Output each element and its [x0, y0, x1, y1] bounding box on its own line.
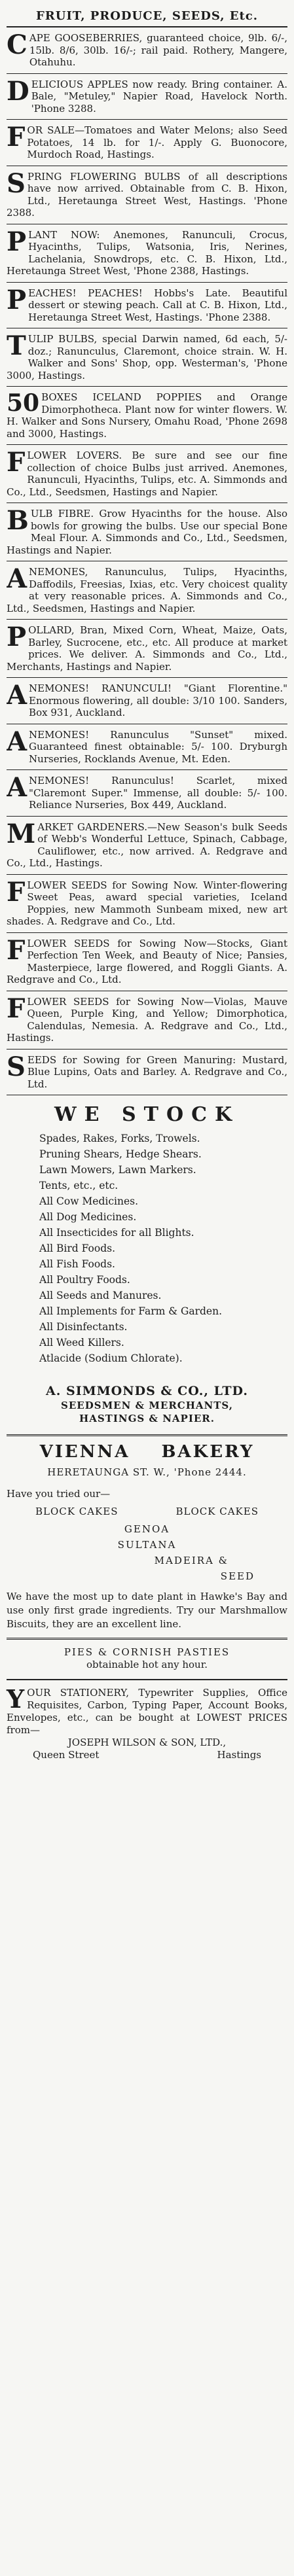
- classified-ad: [7, 503, 287, 561]
- classified-ad-text: NEMONES! Ranunculus "Sunset" mixed. Guaranteed finest obtainable: 5/- 100. Dryburgh Nurseries, Rocklands Avenue, Mt. Eden.: [29, 728, 287, 765]
- stock-item: All Implements for Farm & Garden.: [39, 1305, 223, 1317]
- classified-ad-body: [7, 1051, 287, 1091]
- classified-ad-body: [7, 682, 287, 719]
- classified-ad-body: [7, 168, 287, 219]
- classified-ad: [7, 933, 287, 991]
- classified-ad: [7, 445, 287, 503]
- classified-ad-body: [7, 284, 287, 324]
- classified-ad-drop-cap: 50: [7, 389, 40, 417]
- stock-item: Atlacide (Sodium Chlorate).: [39, 1352, 183, 1364]
- stock-item: All Disinfectants.: [39, 1321, 128, 1333]
- classified-ad-drop-cap: S: [7, 1051, 26, 1082]
- classified-ad-drop-cap: F: [7, 993, 26, 1024]
- stock-item: All Fish Foods.: [39, 1258, 115, 1270]
- stock-title: WE STOCK: [54, 1103, 240, 1126]
- classified-ad-text: ELICIOUS APPLES now ready. Bring container. A. Bale, "Metuley," Napier Road, Havelock North. 'Phone 3288.: [31, 78, 287, 115]
- bakery-sultana: SULTANA: [117, 1539, 177, 1551]
- classified-ad-body: [7, 447, 287, 498]
- stock-item: All Seeds and Manures.: [39, 1290, 162, 1301]
- stock-item: All Insecticides for all Blights.: [39, 1227, 194, 1239]
- classified-ad-text: ULB FIBRE. Grow Hyacinths for the house. Also bowls for growing the bulbs. Use our special Bone Meal Flour. A. Simmonds and Co., Ltd., Seedsmen, Hastings and Napier.: [7, 508, 287, 556]
- stock-item: All Weed Killers.: [39, 1337, 124, 1349]
- stock-firm-location: HASTINGS & NAPIER.: [79, 1413, 215, 1424]
- bakery-banner: [7, 1442, 287, 1462]
- classified-ads: [7, 27, 287, 1095]
- stock-item: All Bird Foods.: [39, 1243, 116, 1254]
- classified-ad-drop-cap: T: [7, 330, 26, 361]
- stock-plain-list: [7, 1131, 287, 1193]
- classified-ad: [7, 561, 287, 620]
- classified-ad-drop-cap: P: [7, 622, 27, 652]
- classified-ad-body: [7, 818, 287, 870]
- bakery-tried: Have you tried our—: [7, 1488, 111, 1500]
- pies-subline: obtainable hot any hour.: [86, 1659, 208, 1670]
- stock-firm-name: A. SIMMONDS & CO., LTD.: [46, 1384, 248, 1398]
- classified-ad-text: EACHES! PEACHES! Hobbs's Late. Beautiful dessert or stewing peach. Call at C. B. Hixon, Ltd., Heretaunga Street West, Hastings. 'Phone 2388.: [28, 287, 287, 323]
- classified-ad: [7, 283, 287, 329]
- section-header: FRUIT, PRODUCE, SEEDS, Etc.: [7, 0, 287, 27]
- classified-ad: [7, 328, 287, 387]
- stationery-body: [7, 1684, 287, 1737]
- stock-advertisement: [7, 1095, 287, 1436]
- classified-ad: [7, 724, 287, 771]
- stationery-street: Queen Street: [33, 1749, 100, 1761]
- classified-ad-text: EEDS for Sowing for Green Manuring: Mustard, Blue Lupins, Oats and Barley. A. Redgrave and Co., Ltd.: [27, 1053, 287, 1090]
- classified-ad-text: ARKET GARDENERS.—New Season's bulk Seeds of Webb's Wonderful Lettuce, Spinach, Cabbage, Cauliflower, etc., now arrived. A. Redgrave and Co., Ltd., Hastings.: [7, 820, 287, 869]
- classified-ad-body: [7, 993, 287, 1044]
- classified-ad-body: [7, 29, 287, 69]
- classified-ad-text: PRING FLOWERING BULBS of all descriptions have now arrived. Obtainable from C. B. Hixon, Ltd., Heretaunga Street West, Hastings. 'Phone 2388.: [7, 170, 287, 219]
- pies-advertisement: [7, 1640, 287, 1680]
- stock-item: Lawn Mowers, Lawn Markers.: [39, 1164, 196, 1176]
- classified-ad-text: LOWER SEEDS for Sowing Now—Stocks, Giant Perfection Ten Week, and Beauty of Nice; Pansies, Masterpiece, large flowered, and Roggli Giants. A. Redgrave and Co., Ltd.: [7, 937, 287, 985]
- classified-ad: [7, 387, 287, 445]
- stationery-drop-cap: Y: [7, 1684, 25, 1714]
- classified-ad: [7, 224, 287, 283]
- classified-ad: [7, 817, 287, 875]
- classified-ad-drop-cap: P: [7, 226, 27, 257]
- classified-ad-drop-cap: B: [7, 505, 29, 536]
- bakery-banner-left: VIENNA: [39, 1442, 130, 1462]
- classified-ad-text: APE GOOSEBERRIES, guaranteed choice, 9lb. 6/-, 15lb. 8/6, 30lb. 16/-; rail paid. Rothery, Mangere, Otahuhu.: [29, 32, 287, 68]
- bakery-block-cakes: [7, 1505, 287, 1519]
- classified-column: [7, 0, 287, 1767]
- classified-ad-drop-cap: P: [7, 284, 27, 315]
- classified-ad: [7, 27, 287, 74]
- classified-ad-drop-cap: D: [7, 75, 29, 107]
- classified-ad-body: [7, 226, 287, 277]
- classified-ad-body: [7, 624, 287, 673]
- bakery-banner-right: BAKERY: [161, 1442, 255, 1462]
- bakery-block-cakes-a: BLOCK CAKES: [35, 1506, 119, 1517]
- classified-ad-text: OR SALE—Tomatoes and Water Melons; also Seed Potatoes, 14 lb. for 1/-. Apply G. Buonocore, Murdoch Road, Hastings.: [27, 124, 287, 160]
- classified-ad-text: NEMONES, Ranunculus, Tulips, Hyacinths, Daffodils, Freesias, Ixias, etc. Very choicest quality at very reasonable prices. A. Simmonds and Co., Ltd., Seedsmen, Hastings and Napier.: [7, 566, 287, 614]
- classified-ad-drop-cap: F: [7, 876, 26, 908]
- classified-ad: [7, 770, 287, 817]
- classified-ad-drop-cap: F: [7, 447, 26, 478]
- classified-ad-body: [7, 330, 287, 381]
- classified-ad: [7, 1050, 287, 1096]
- classified-ad-drop-cap: S: [7, 168, 26, 199]
- pies-headline: PIES & CORNISH PASTIES: [64, 1646, 230, 1658]
- classified-ad-text: OLLARD, Bran, Mixed Corn, Wheat, Maize, Oats, Barley, Sucrocene, etc., etc. All produce at market prices. We deliver. A. Simmonds and Co., Ltd., Merchants, Hastings and Napier.: [7, 624, 287, 673]
- stationery-text: OUR STATIONERY, Typewriter Supplies, Office Requisites, Carbon, Typing Paper, Account Books, Envelopes, etc., can be bought at LOWEST PRICES from—: [7, 1687, 287, 1736]
- classified-ad-drop-cap: A: [7, 563, 28, 594]
- classified-ad-body: [7, 934, 287, 986]
- stationery-firm-location: [7, 1749, 287, 1761]
- stock-item: All Cow Medicines.: [39, 1195, 139, 1207]
- classified-ad-body: [7, 75, 287, 115]
- bakery-genoa: GENOA: [124, 1523, 170, 1535]
- stock-item: Pruning Shears, Hedge Shears.: [39, 1148, 202, 1160]
- stock-item: Spades, Rakes, Forks, Trowels.: [39, 1133, 200, 1144]
- classified-ad: [7, 120, 287, 166]
- classified-ad-text: NEMONES! RANUNCULI! "Giant Florentine." Enormous flowering, all double: 3/10 100. Sanders, Box 931, Auckland.: [29, 682, 287, 718]
- classified-ad-body: [7, 505, 287, 556]
- classified-ad-body: [7, 563, 287, 614]
- classified-ad-drop-cap: M: [7, 818, 36, 849]
- classified-ad-body: [7, 772, 287, 811]
- stock-item: All Poultry Foods.: [39, 1274, 130, 1286]
- bakery-address: HERETAUNGA ST. W., 'Phone 2444.: [47, 1466, 247, 1478]
- bakery-paragraph: We have the most up to date plant in Hawke's Bay and use only first grade ingredients. Try our Marshmallow Biscuits, they are an excellent line.: [7, 1591, 287, 1630]
- classified-ad-body: [7, 726, 287, 766]
- classified-ad: [7, 74, 287, 120]
- classified-ad-text: LOWER SEEDS for Sowing Now. Winter-flowering Sweet Peas, award special varieties, Iceland Poppies, new Mammoth Sunbeam mixed, new art shades. A. Redgrave and Co., Ltd.: [7, 879, 287, 927]
- bakery-madeira: MADEIRA &: [154, 1555, 229, 1566]
- classified-ad-drop-cap: F: [7, 934, 26, 966]
- stock-item: Tents, etc., etc.: [39, 1180, 119, 1191]
- classified-ad-drop-cap: A: [7, 680, 28, 711]
- classified-ad-text: LOWER SEEDS for Sowing Now—Violas, Mauve Queen, Purple King, and Yellow; Dimorphotica, Calendulas, Nemesia. A. Redgrave and Co., Ltd., Hastings.: [7, 995, 287, 1044]
- classified-ad-drop-cap: A: [7, 726, 28, 757]
- stationery-advertisement: [7, 1680, 287, 1767]
- classified-ad-text: ULIP BULBS, special Darwin named, 6d each, 5/- doz.; Ranunculus, Claremont, choice strain. W. H. Walker and Sons' Shop, opp. Westerman's, 'Phone 3000, Hastings.: [7, 333, 287, 381]
- classified-ad: [7, 678, 287, 724]
- bakery-advertisement: [7, 1436, 287, 1640]
- classified-ad: [7, 620, 287, 678]
- classified-ad-text: NEMONES! Ranunculus! Scarlet, mixed "Claremont Super." Immense, all double: 5/- 100. Reliance Nurseries, Box 449, Auckland.: [29, 775, 287, 811]
- classified-ad-body: [7, 391, 287, 440]
- classified-ad-text: LOWER LOVERS. Be sure and see our fine collection of choice Bulbs just arrived. Anemones, Ranunculi, Hyacinths, Tulips, etc. A. Simmonds and Co., Ltd., Seedsmen, Hastings and Napier.: [7, 450, 287, 498]
- stock-item: All Dog Medicines.: [39, 1211, 137, 1223]
- stock-firm-trade: SEEDSMEN & MERCHANTS,: [61, 1400, 233, 1411]
- classified-ad: [7, 166, 287, 224]
- classified-ad-text: LANT NOW: Anemones, Ranunculi, Crocus, Hyacinths, Tulips, Watsonia, Iris, Nerines, Lachelania, Snowdrops, etc. C. B. Hixon, Ltd., Heretaunga Street West, 'Phone 2388, Hastings.: [7, 228, 287, 277]
- classified-ad-drop-cap: A: [7, 772, 28, 803]
- classified-ad-text: BOXES ICELAND POPPIES and Orange Dimorphotheca. Plant now for winter flowers. W. H. Walker and Sons Nursery, Omahu Road, 'Phone 2698 and 3000, Hastings.: [7, 391, 287, 440]
- stationery-town: Hastings: [217, 1749, 261, 1761]
- classified-ad-drop-cap: C: [7, 29, 28, 60]
- stationery-firm: JOSEPH WILSON & SON, LTD.,: [67, 1737, 227, 1748]
- classified-ad-body: [7, 124, 287, 161]
- stock-all-list: [7, 1193, 287, 1366]
- bakery-seed: SEED: [220, 1570, 255, 1582]
- classified-ad-drop-cap: F: [7, 122, 26, 152]
- classified-ad: [7, 875, 287, 933]
- bakery-block-cakes-b: BLOCK CAKES: [175, 1506, 259, 1517]
- classified-ad: [7, 991, 287, 1050]
- classified-ad-body: [7, 876, 287, 928]
